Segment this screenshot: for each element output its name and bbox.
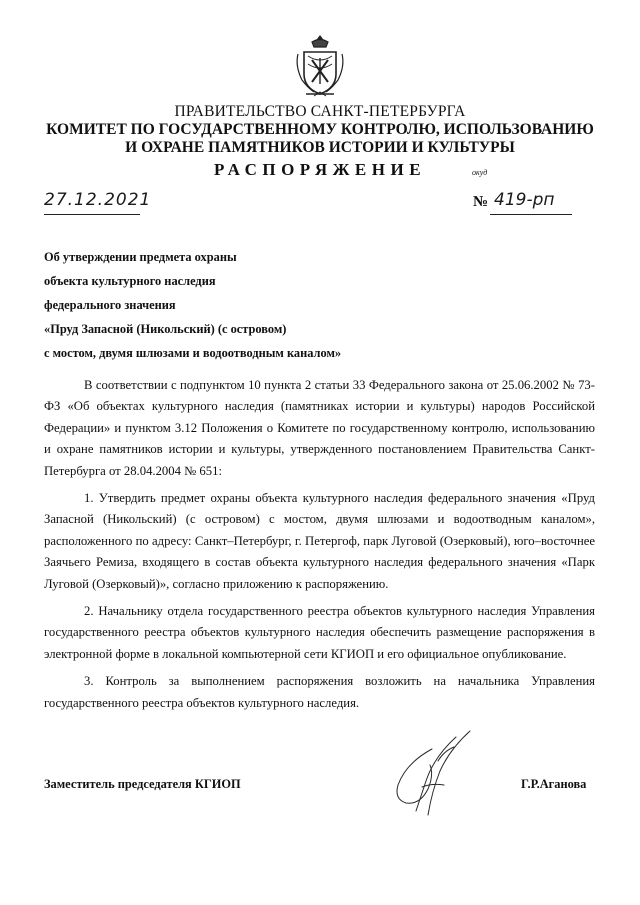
item-1-paragraph: 1. Утвердить предмет охраны объекта культурного наследия федерального значения «Пруд Запасной (Никольский) (с островом) с мостом, двумя шлюзами и водоотводным каналом», расположенного по адресу: Санкт–Петербург, г. Петергоф, парк Луговой (Озерковый), юго–восточнее Заячьего Ремиза, входящего в состав объекта культурного наследия федерального значения «Парк Луговой (Озерковый)», согласно приложению к распоряжению. <box>44 491 595 591</box>
subject-line: Об утверждении предмета охраны <box>44 250 237 264</box>
document-subject <box>44 247 384 367</box>
signatory-name: Г.Р.Аганова <box>521 777 587 791</box>
subject-line: объекта культурного наследия <box>44 274 216 288</box>
signatory-title: Заместитель председателя КГИОП <box>44 777 241 791</box>
number-label: № <box>473 194 489 210</box>
item-3-paragraph: 3. Контроль за выполнением распоряжения возложить на начальника Управления государственного реестра объектов культурного наследия. <box>44 674 595 710</box>
committee-line-1: КОМИТЕТ ПО ГОСУДАРСТВЕННОМУ КОНТРОЛЮ, ИСПОЛЬЗОВАНИЮ <box>46 121 594 138</box>
government-name: ПРАВИТЕЛЬСТВО САНКТ-ПЕТЕРБУРГА <box>174 103 466 120</box>
subject-line: с мостом, двумя шлюзами и водоотводным каналом» <box>44 346 342 360</box>
committee-line-2: И ОХРАНЕ ПАМЯТНИКОВ ИСТОРИИ И КУЛЬТУРЫ <box>125 139 515 156</box>
document-number: 419-рп <box>494 190 555 210</box>
document-body <box>44 375 595 714</box>
subject-line: федерального значения <box>44 298 176 312</box>
document-type: РАСПОРЯЖЕНИЕ <box>213 160 427 179</box>
preamble-paragraph: В соответствии с подпунктом 10 пункта 2 статьи 33 Федерального закона от 25.06.2002 № 73-ФЗ «Об объектах культурного наследия (памятниках истории и культуры) народов Российской Федерации» и пунктом 3.12 Положения о Комитете по государственному контролю, использованию и охране памятников истории и культуры, утвержденного постановлением Правительства Санкт-Петербурга от 28.04.2004 № 651: <box>44 378 595 478</box>
subject-line: «Пруд Запасной (Никольский) (с островом) <box>44 322 287 336</box>
item-2-paragraph: 2. Начальнику отдела государственного реестра объектов культурного наследия Управления государственного реестра объектов культурного наследия обеспечить размещение распоряжения в электронной форме в локальной компьютерной сети КГИОП и его официальное опубликование. <box>44 604 595 661</box>
committee-name <box>40 121 600 157</box>
handwritten-signature <box>392 727 472 817</box>
document-date: 27.12.2021 <box>44 190 152 210</box>
okud-label: окуд <box>472 168 488 177</box>
coat-of-arms-icon <box>294 34 346 100</box>
